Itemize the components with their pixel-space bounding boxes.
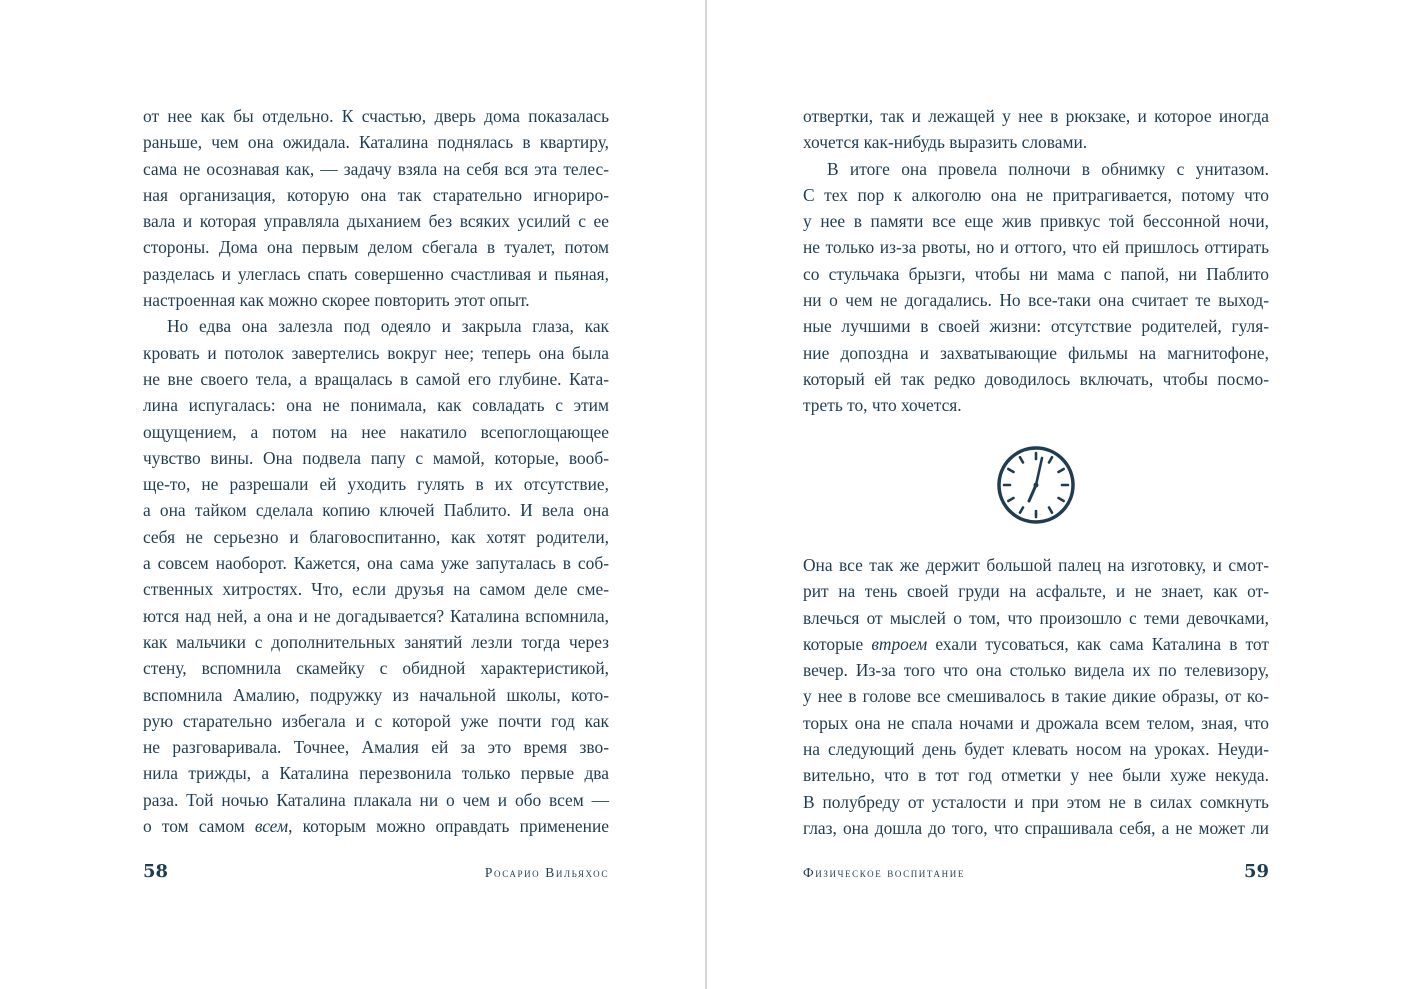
text-line: С тех пор к алкоголю она не притрагивается, потому что	[803, 184, 1269, 205]
page-number: 58	[143, 861, 169, 882]
text-line: ни о чем не догадались. Но все-таки она считает те выход-	[803, 290, 1269, 311]
text-line: влечься от мыслей о том, что произошло с теми девочками,	[803, 607, 1269, 628]
text-line: не вне своего тела, а вращалась в самой его глубине. Ката-	[143, 368, 609, 389]
text-line: В полубреду от усталости и при этом не в силах сомкнуть	[803, 791, 1269, 812]
text-line: а она тайком сделала копию ключей Паблито. И вела она	[143, 500, 609, 521]
text-run: которые	[803, 633, 872, 654]
text-line: а совсем наоборот. Кажется, она сама уже запуталась в соб-	[143, 553, 609, 574]
text-line: раза. Той ночью Каталина плакала ни о чем и обо всем —	[143, 789, 609, 810]
text-line: вечер. Из-за того что она столько видела их по телевизору,	[803, 660, 1269, 681]
text-line: сама не осознавая как, — задачу взяла на себя вся эта телес-	[143, 158, 609, 179]
clock-icon	[996, 445, 1076, 525]
text-line: вспомнила Амалию, подружку из начальной школы, кото-	[143, 684, 609, 705]
running-head-title: Физическое воспитание	[803, 865, 965, 880]
text-line: треть то, что хочется.	[803, 395, 962, 416]
text-line: у нее в голове все смешивалось в такие дикие образы, от ко-	[803, 686, 1269, 707]
right-page-text-after-divider	[803, 552, 1269, 841]
text-line: от нее как бы отдельно. К счастью, дверь дома показалась	[143, 106, 609, 126]
text-line: разделась и улеглась спать совершенно счастливая и пьяная,	[143, 263, 609, 284]
text-line: лина испугалась: она не понимала, как совладать с этим	[143, 395, 609, 416]
left-page-text	[143, 103, 609, 839]
left-page-footer	[143, 861, 609, 887]
text-line: отвертки, так и лежащей у нее в рюкзаке, и которое иногда	[803, 106, 1269, 126]
text-run: ехали тусоваться, как сама Каталина в тот	[927, 633, 1269, 654]
text-line: В итоге она провела полночи в обнимку с унитазом.	[827, 158, 1269, 179]
text-line	[803, 631, 1269, 657]
text-line: настроенная как можно скорее повторить этот опыт.	[143, 290, 530, 311]
text-line: со стульчака брызги, чтобы ни мама с папой, ни Паблито	[803, 263, 1269, 284]
text-line: на следующий день будет клевать носом на уроках. Неуди-	[803, 739, 1269, 760]
text-line	[143, 813, 609, 839]
text-line: раньше, чем она ожидала. Каталина поднялась в квартиру,	[143, 132, 609, 153]
text-line: рую старательно избегала и с которой уже почти год как	[143, 710, 609, 731]
text-line: чувство вины. Она подвела папу с мамой, которые, вооб-	[143, 447, 609, 468]
text-line: ние допоздна и захватывающие фильмы на магнитофоне,	[803, 342, 1269, 363]
page-gutter	[705, 0, 707, 989]
text-line: Она все так же держит большой палец на изготовку, и смот-	[803, 555, 1269, 575]
running-head-author: Росарио Вильяхос	[484, 865, 609, 880]
text-run: , которым можно оправдать применение	[288, 816, 609, 837]
text-line: не только из-за рвоты, но и оттого, что ей пришлось оттирать	[803, 237, 1269, 258]
text-line: вительно, что в тот год отметки у нее были хуже некуда.	[803, 765, 1269, 786]
text-line: стену, вспомнила скамейку с обидной характеристикой,	[143, 658, 609, 679]
text-line: как мальчики с дополнительных занятий лезли тогда через	[143, 631, 609, 652]
text-line: кровать и потолок завертелись вокруг нее; теперь она была	[143, 342, 609, 363]
text-line: ощущением, а потом на нее накатило всепоглощающее	[143, 421, 609, 442]
text-line: ются над ней, а она и не догадывается? Каталина вспомнила,	[143, 605, 609, 626]
text-line: нила трижды, а Каталина перезвонила только первые два	[143, 763, 609, 784]
emphasis-text: втроем	[871, 633, 928, 654]
page-number: 59	[1243, 861, 1269, 882]
text-run: о том самом	[143, 816, 255, 837]
text-line: себя не серьезно и благовоспитанно, как хотят родители,	[143, 526, 609, 547]
emphasis-text: всем	[254, 816, 289, 837]
right-page-text	[803, 103, 1269, 419]
text-line: вала и которая управляла дыханием без всяких усилий с ее	[143, 211, 609, 232]
text-line: глаз, она дошла до того, что спрашивала себя, а не может ли	[803, 817, 1269, 838]
text-line: ственных хитростях. Что, если друзья на самом деле сме-	[143, 579, 609, 600]
text-line: ные лучшими в своей жизни: отсутствие родителей, гуля-	[803, 316, 1269, 337]
text-line: не разговаривала. Точнее, Амалия ей за это время зво-	[143, 737, 609, 758]
text-line: торых она не спала ночами и дрожала всем телом, зная, что	[803, 712, 1269, 733]
text-line: стороны. Дома она первым делом сбегала в туалет, потом	[143, 237, 609, 258]
text-line: у нее в памяти все еще жив привкус той бессонной ночи,	[803, 211, 1269, 232]
text-line: ще-то, не разрешали ей уходить гулять в их отсутствие,	[143, 474, 609, 495]
text-line: ная организация, которую она так старательно игнориро-	[143, 184, 609, 205]
text-line: хочется как-нибудь выразить словами.	[803, 132, 1088, 153]
text-line: Но едва она залезла под одеяло и закрыла глаза, как	[167, 316, 609, 337]
text-line: который ей так редко доводилось включать, чтобы посмо-	[803, 368, 1269, 389]
right-page-footer	[803, 861, 1269, 887]
text-line: рит на тень своей груди на асфальте, и не знает, как от-	[803, 581, 1269, 602]
